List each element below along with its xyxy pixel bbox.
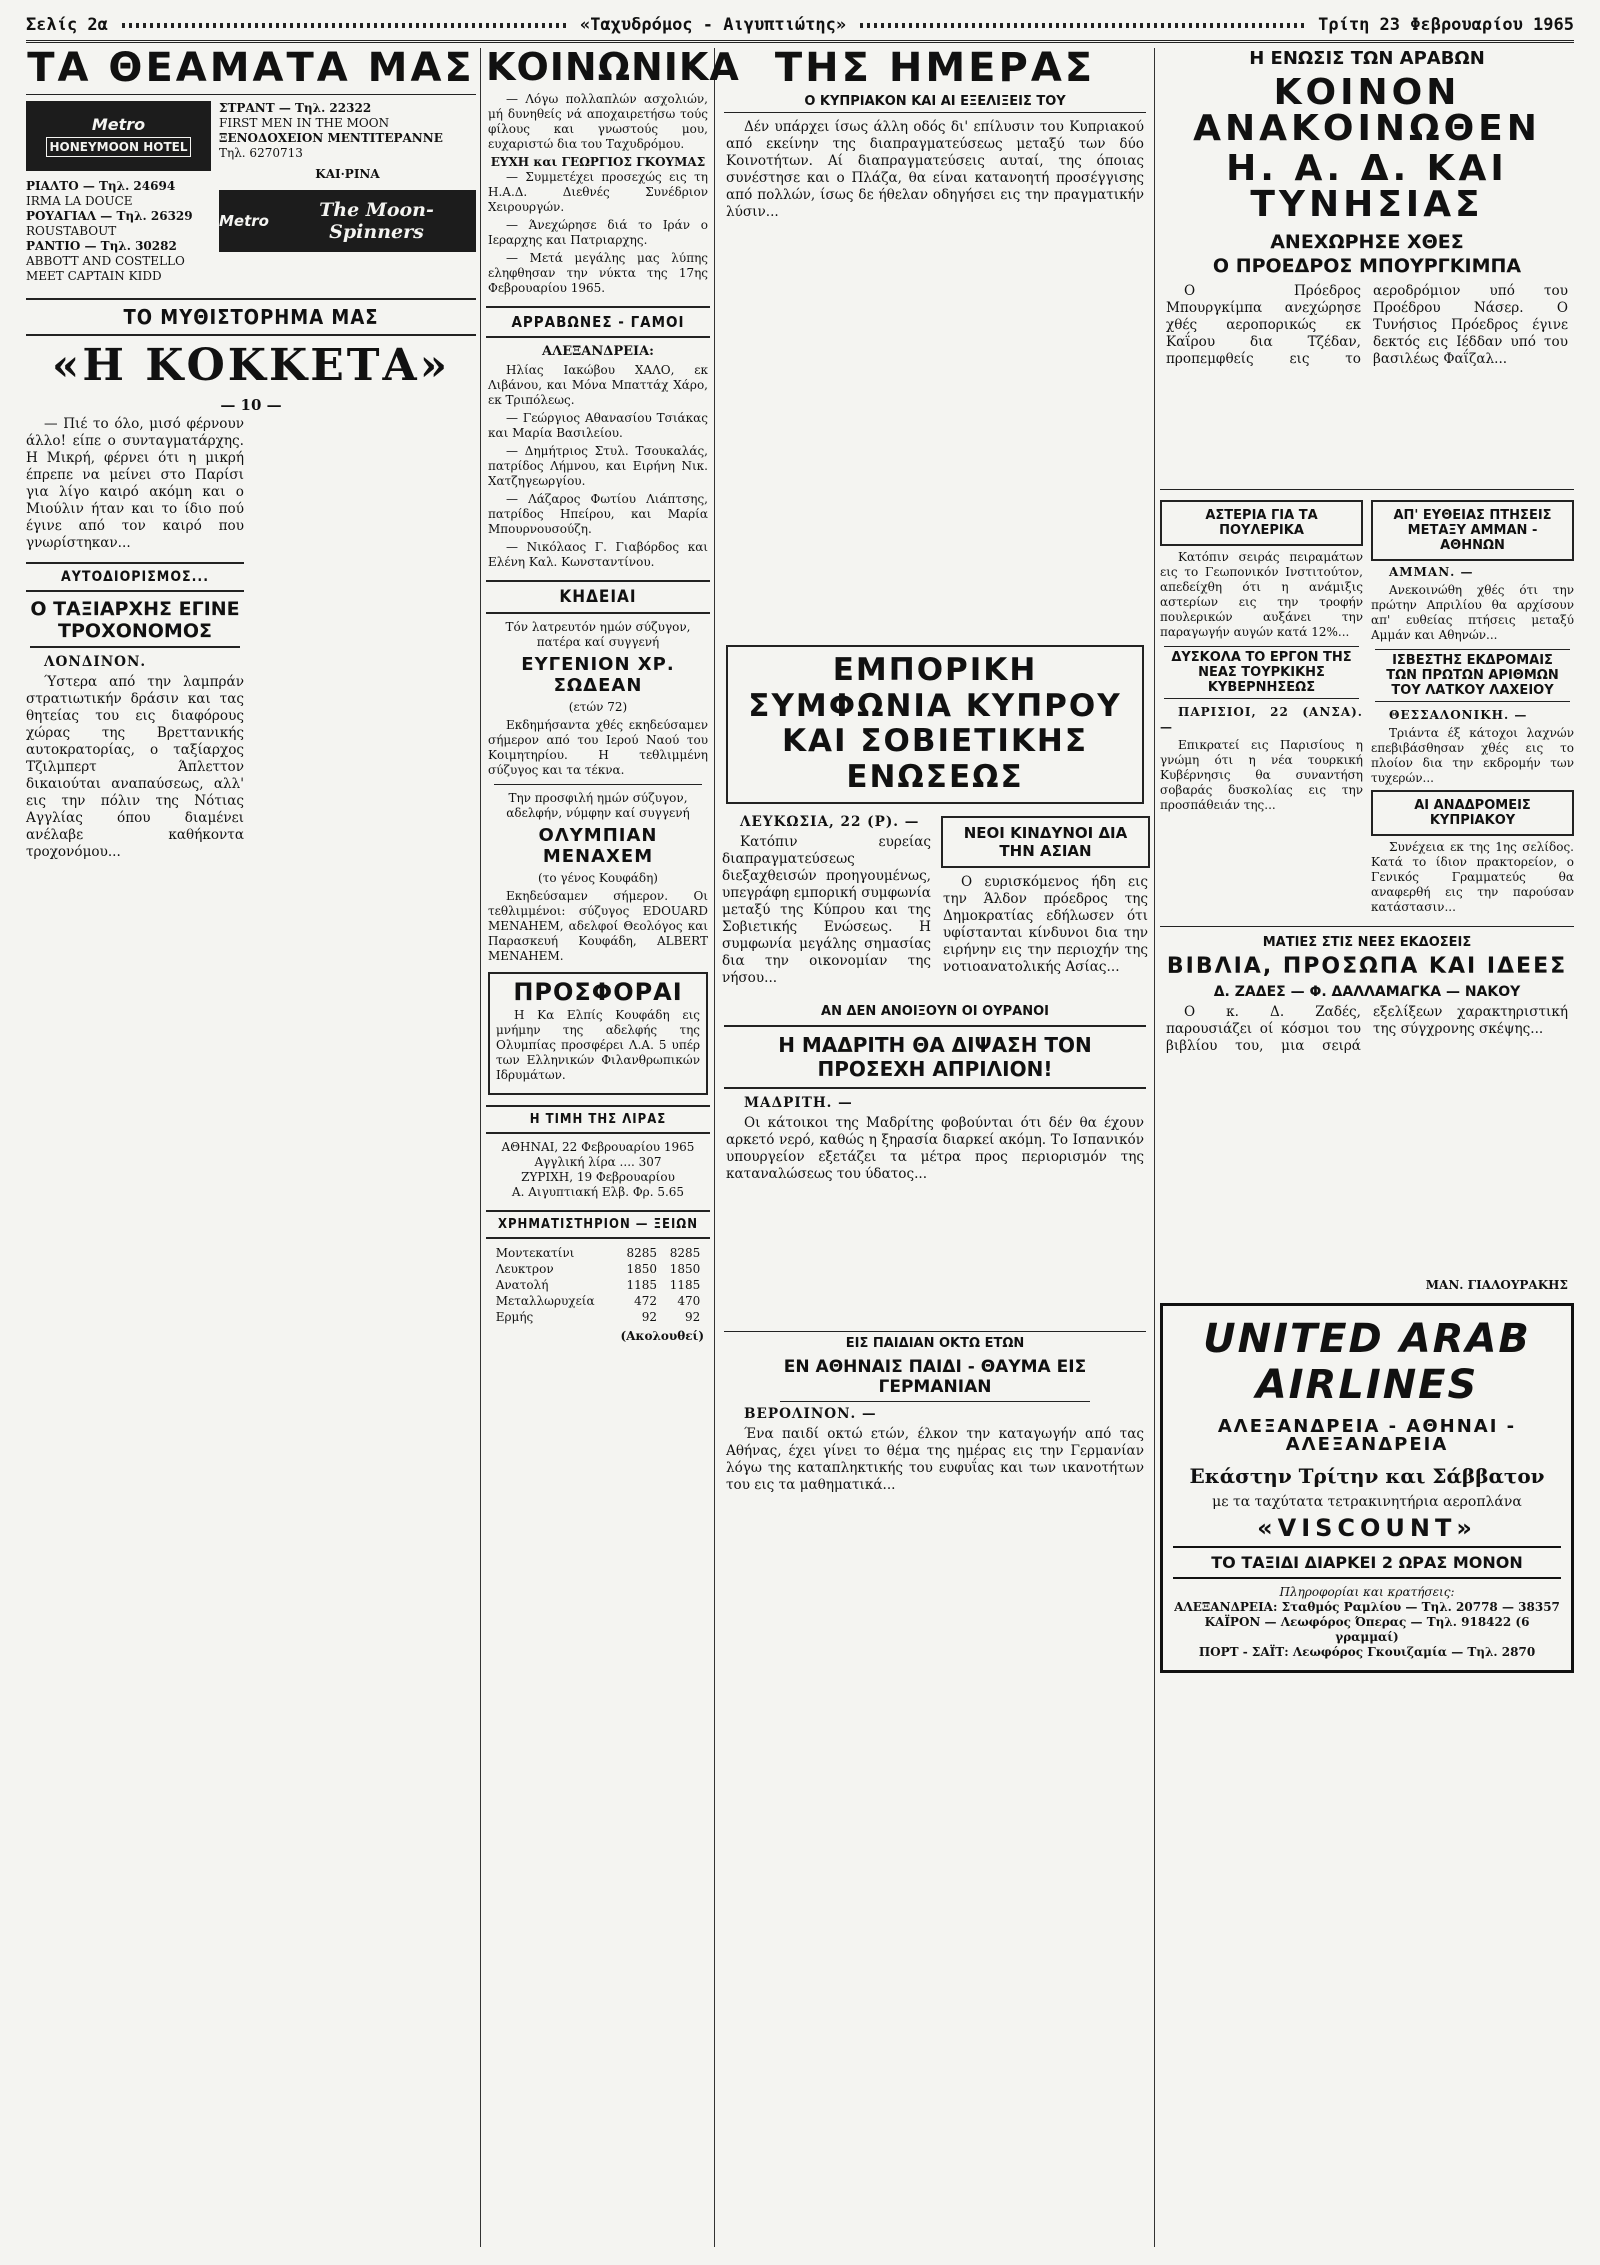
offerings-box xyxy=(488,972,708,1095)
social-signature: ΕΥΧΗ και ΓΕΩΡΓΙΟΣ ΓΚΟΥΜΑΣ xyxy=(490,155,706,169)
article-text: Κατόπιν ευρείας διαπραγματεύσεως διεξαχθεισών προηγουμένως, υπεγράφη εμπορική συμφωνία μεταξύ της Κύπρου και της Σοβιετικής Ενώσεως. Η συμφωνία μεγάλης σημασίας δια την οικονομίαν της νήσου... xyxy=(722,833,931,986)
cinema-film: IRMA LA DOUCE xyxy=(26,194,133,208)
social-item: — Άνεχώρησε διά το Ιράν ο Ιεραρχης και Πατριαρχης. xyxy=(488,218,708,247)
section-banner-social: ΚΟΙΝΩΝΙΚΑ xyxy=(486,45,740,89)
news-briefs xyxy=(1160,496,1574,918)
column-today xyxy=(720,45,1150,2249)
engagement: — Νικόλαος Γ. Γιαβόρδος και Ελένη Καλ. Κωνσταντίνου. xyxy=(488,540,708,569)
cinema-film: ABBOTT AND COSTELLO MEET CAPTAIN KIDD xyxy=(26,254,185,283)
divider xyxy=(494,784,702,785)
engagement: — Λάζαρος Φωτίου Λιάπτσης, πατρίδος Ηπείρου, και Μαρία Μπουρνουσούζη. xyxy=(488,492,708,536)
uaa-advert xyxy=(1160,1303,1574,1673)
exchange-label: Μοντεκατίνι xyxy=(495,1246,575,1260)
exchange-value-open: 92 xyxy=(641,1310,658,1324)
column-rule xyxy=(714,48,715,2247)
headline-taxiarch: Ο ΤΑΞΙΑΡΧΗΣ ΕΓΙΝΕ ΤΡΟΧΟΝΟΜΟΣ xyxy=(30,598,240,648)
uaa-contact-cairo: ΚΑΪΡΟΝ — Λεωφόρος Όπερας — Τηλ. 918422 (6 γραμμαί) xyxy=(1204,1615,1530,1644)
exchange-title: ΧΡΗΜΑΤΙΣΤΗΡΙΟΝ — ΞΕΙΩΝ xyxy=(486,1210,710,1239)
headline-asia: ΝΕΟΙ ΚΙΝΔΥΝΟΙ ΔΙΑ ΤΗΝ ΑΣΙΑΝ xyxy=(963,823,1128,860)
uaa-days: Εκάστην Τρίτην και Σάββατον xyxy=(1189,1464,1545,1488)
pound-rates xyxy=(486,1140,710,1200)
exchange-value-close: 92 xyxy=(684,1310,701,1324)
exchange-value-close: 1850 xyxy=(669,1262,701,1276)
social-item: — Συμμετέχει προσεχώς εις τη Η.Α.Δ. Διεθνές Συνέδριον Χειρουργών. xyxy=(488,170,708,214)
exchange-label: Ανατολή xyxy=(495,1278,549,1292)
funeral-name: ΕΥΓΕΝΙΟΝ ΧΡ. ΣΩΔΕΑΝ xyxy=(521,654,675,696)
trade-headline-box xyxy=(726,645,1144,804)
exchange-row xyxy=(493,1245,704,1261)
cinema-film: ROUSTABOUT xyxy=(26,224,117,238)
column-rule xyxy=(1154,48,1155,2247)
asia-headline-box xyxy=(941,816,1150,868)
books-signature: ΜΑΝ. ΓΙΑΛΟΥΡΑΚΗΣ xyxy=(1425,1278,1568,1292)
engagements-list xyxy=(488,363,708,570)
kicker-books: ΜΑΤΙΕΣ ΣΤΙΣ ΝΕΕΣ ΕΚΔΟΣΕΙΣ xyxy=(1262,935,1472,950)
exchange-row xyxy=(493,1293,704,1309)
headline-flights: ΑΠ' ΕΥΘΕΙΑΣ ΠΤΗΣΕΙΣ ΜΕΤΑΞΥ ΑΜΜΑΝ - ΑΘΗΝΩΝ xyxy=(1393,508,1552,553)
cinema-entry: ΡΙΑΛΤΟ — Τηλ. 24694 xyxy=(26,179,176,193)
issue-date: Τρίτη 23 Φεβρουαρίου 1965 xyxy=(1318,15,1574,35)
article-text: Δέν υπάρχει ίσως άλλη οδός δι' επίλυσιν του Κυπριακού από εκείνην της διαπραγματεύσεως μεταξύ των δύο Κοινοτήτων. Αί διαπραγματεύσεις αυταί, της όποιας συνέστησε και ο Πλάζα, θα είναι κατανοητή προσέγγισης από πολλών, ίσως δε ήθελαν οδηγήσει εις την πραγματικήν λύσιν... xyxy=(726,119,1144,220)
column-social xyxy=(486,45,740,2249)
article-text: Συνέχεια εκ της 1ης σελίδος. Κατά το ίδιον πρακτορείον, ο Γενικός Γραμματεύς θα αναφερθή εις την παρούσαν κατάστασιν... xyxy=(1371,840,1574,914)
serial-title: «Η ΚΟΚΚΕΤΑ» xyxy=(51,340,451,391)
cinema-entry: ΣΤΡΑΝΤ — Τηλ. 22322 xyxy=(219,101,372,115)
engagements-city: ΑΛΕΞΑΝΔΡΕΙΑ: xyxy=(542,344,654,359)
cinema-film: FIRST MEN IN THE MOON xyxy=(219,116,390,130)
funeral-name: ΟΛΥΜΠΙΑΝ ΜΕΝΑΧΕΜ xyxy=(538,825,658,867)
metro-logo: Metro xyxy=(219,212,269,230)
headline-cyprus-refs: ΑΙ ΑΝΑΔΡΟΜΕΙΣ ΚΥΠΡΙΑΚΟΥ xyxy=(1414,798,1531,828)
article-text: Κατόπιν σειράς πειραμάτων εις το Γεωπονικόν Ινστιτούτον, απεδείχθη ότι η ανάμιξις αστερίων εις την τροφήν πουλερικών αυξάνει την παραγωγήν αυγών κατά 12%... xyxy=(1160,550,1363,639)
headline-uar-tunisia: Η. Α. Δ. ΚΑΙ ΤΥΝΗΣΙΑΣ xyxy=(1226,148,1508,225)
social-notices xyxy=(488,92,708,296)
books-authors: Δ. ΖΑΔΕΣ — Φ. ΔΑΛΛΑΜΑΓΚΑ — ΝΑΚΟΥ xyxy=(1213,984,1521,1000)
dateline: ΜΑΔΡΙΤΗ. — xyxy=(744,1094,853,1111)
uaa-brand: UNITED ARAB AIRLINES xyxy=(1203,1316,1531,1408)
pound-line: Α. Αιγυπτιακή Ελβ. Φρ. 5.65 xyxy=(511,1185,685,1199)
article-text: Τριάντα έξ κάτοχοι λαχνών επεβιβάσθησαν χθές εις το πλοίον δια την εκδρομήν των τυχερών... xyxy=(1371,726,1574,785)
divider xyxy=(1160,926,1574,927)
funeral-text: Εκηδεύσαμεν σήμερον. Οι τεθλιμμένοι: σύζυγος EDOUARD MENAHEM, αδελφοί Θεολόγος και Παρασκευή Κουφάδη, ALBERT MENAHEM. xyxy=(488,889,708,963)
kicker-sky: ΑΝ ΔΕΝ ΑΝΟΙΞΟΥΝ ΟΙ ΟΥΡΑΝΟΙ xyxy=(821,1003,1049,1019)
article-text: Ύστερα από την λαμπράν στρατιωτικήν δράσιν και τας θητείας του εις διαφόρους χώρας της Βρεττανικής αυτοκρατορίας, ο ταξίαρχος Τζιλμπερτ Άπλεττον δικαιούται αναπαύσεως, αλλ' εις την πόλιν της Νότιας Αγγλίας όπου διαμένει ανέλαβε καθήκοντα τροχονόμου... xyxy=(26,674,244,860)
dateline: ΘΕΣΣΑΛΟΝΙΚΗ. — xyxy=(1389,708,1528,722)
article-text: Ο Πρόεδρος Μπουργκίμπα ανεχώρησε χθές αεροπορικώς εκ Καΐρου δια Τζέδαν, προπεμφθείς εις το αεροδρόμιον υπό του Προέδρου Νάσερ. Ο Τυνήσιος Πρόεδρος έγινε δεκτός εις Ιέδδαν υπό του βασιλέως Φαΐζαλ... xyxy=(1166,283,1568,367)
pound-title: Η ΤΙΜΗ ΤΗΣ ΛΙΡΑΣ xyxy=(486,1105,710,1134)
engagement: — Γεώργιος Αθανασίου Τσιάκας και Μαρία Βασιλείου. xyxy=(488,411,708,440)
offerings-text: Η Κα Ελπίς Κουφάδη εις μνήμην της αδελφής της Ολυμπίας προσφέρει Λ.Α. 5 υπέρ των Ελληνικών Φιλανθρωπικών Ιδρυμάτων. xyxy=(496,1008,700,1082)
social-item: — Λόγω πολλαπλών ασχολιών, μή δυνηθείς νά αποχαιρετήσω τούς φίλους και γνωστούς μου, ευχαριστώ δια του Ταχυδρόμου. xyxy=(488,92,708,151)
funeral-origin: (το γένος Κουφάδη) xyxy=(538,871,658,885)
column-arab-union xyxy=(1160,48,1574,2249)
subheadline-bourguiba: Ο ΠΡΟΕΔΡΟΣ ΜΠΟΥΡΓΚΙΜΠΑ xyxy=(1212,255,1522,277)
section-banner-theatres: ΤΑ ΘΕΑΜΑΤΑ ΜΑΣ xyxy=(27,45,475,91)
funeral-intro: Την προσφιλή ημών σύζυγον, αδελφήν, νύμφην καί συγγενή xyxy=(506,791,690,820)
dateline: ΛΕΥΚΩΣΙΑ, 22 (Ρ). — xyxy=(740,813,920,830)
offerings-title: ΠΡΟΣΦΟΡΑΙ xyxy=(513,978,683,1006)
paper-name: «Ταχυδρόμος - Αιγυπτιώτης» xyxy=(579,15,847,35)
cinema-entry: ΡΑΝΤΙΟ — Τηλ. 30282 xyxy=(26,239,177,253)
page-number: Σελίς 2α xyxy=(26,15,108,35)
continued-note: (Ακολουθεί) xyxy=(620,1329,704,1343)
metro-logo: Metro xyxy=(91,115,146,134)
masthead-rule xyxy=(122,23,566,28)
funerals-title: ΚΗΔΕΙΑΙ xyxy=(486,580,710,614)
uaa-aircraft: «VISCOUNT» xyxy=(1257,1514,1477,1542)
headline-madrid: Η ΜΑΔΡΙΤΗ ΘΑ ΔΙΨΑΣΗ ΤΟΝ ΠΡΟΣΕΧΗ ΑΠΡΙΛΙΟΝ! xyxy=(724,1025,1146,1089)
cinema-film: Τηλ. 6270713 xyxy=(219,146,303,160)
cinema-list-left xyxy=(26,179,211,284)
uaa-aircraft-line: με τα ταχύτατα τετρακινητήρια αεροπλάνα xyxy=(1212,1494,1522,1510)
masthead xyxy=(26,10,1574,43)
masthead-rule xyxy=(860,23,1304,28)
exchange-value-close: 1185 xyxy=(669,1278,701,1292)
trade-article xyxy=(720,810,1150,994)
headline-turkey: ΔΥΣΚΟΛΑ ΤΟ ΕΡΓΟΝ ΤΗΣ ΝΕΑΣ ΤΟΥΡΚΙΚΗΣ ΚΥΒΕΡΝΗΣΕΩΣ xyxy=(1164,646,1359,699)
funeral-intro: Τόν λατρευτόν ημών σύζυγον, πατέρα καί συγγενή xyxy=(505,620,691,649)
kicker-arab-union: Η ΕΝΩΣΙΣ ΤΩΝ ΑΡΑΒΩΝ xyxy=(1249,48,1485,69)
pound-line: Αγγλική λίρα .... 307 xyxy=(534,1155,662,1169)
article-text: Επικρατεί εις Παρισίους η γνώμη ότι η νέα τουρκική Κυβέρνησις θα συναντήση σοβαράς δυσκολίας εις την προσπάθειάν της... xyxy=(1160,738,1363,812)
exchange-table xyxy=(493,1245,704,1325)
exchange-label: Ερμής xyxy=(495,1310,534,1324)
uaa-info: Πληροφορίαι και κρατήσεις: xyxy=(1279,1585,1455,1599)
asteria-headline-box xyxy=(1160,500,1363,546)
cinema-entry: ΚΑΙ·ΡΙΝΑ xyxy=(315,167,380,181)
exchange-value-open: 1185 xyxy=(626,1278,658,1292)
exchange-row xyxy=(493,1309,704,1325)
headline-cyprus: Ο ΚΥΠΡΙΑΚΟΝ ΚΑΙ ΑΙ ΕΞΕΛΙΞΕΙΣ ΤΟΥ xyxy=(724,94,1146,113)
funeral-age: (ετών 72) xyxy=(568,700,628,714)
exchange-row xyxy=(493,1261,704,1277)
metro-honeymoon-ad xyxy=(26,101,211,171)
headline-books: ΒΙΒΛΙΑ, ΠΡΟΣΩΠΑ ΚΑΙ ΙΔΕΕΣ xyxy=(1166,954,1568,979)
serial-text: — Πιέ το όλο, μισό φέρνουν άλλο! είπε ο συνταγματάρχης. Η Μικρή, φέρνει ότι η μικρή έπρεπε να μείνει στο Παρίσι για λίγο καιρό ακόμη και ο Μιούλιν ήταν και το ίδιο πού έγινε από τον καιρό που γνωρίστηκαν... xyxy=(26,416,244,551)
serial-body xyxy=(26,414,476,1474)
pound-line: ΖΥΡΙΧΗ, 19 Φεβρουαρίου xyxy=(521,1170,675,1184)
uaa-contact-port-said: ΠΟΡΤ - ΣΑΪΤ: Λεωφόρος Γκουιζαμία — Τηλ. 2870 xyxy=(1198,1645,1536,1659)
uaa-route: ΑΛΕΞΑΝΔΡΕΙΑ - ΑΘΗΝΑΙ - ΑΛΕΞΑΝΔΡΕΙΑ xyxy=(1217,1416,1517,1455)
flights-headline-box xyxy=(1371,500,1574,561)
article-text: Ανεκοινώθη χθές ότι την πρώτην Απριλίου θα αρχίσουν απ' ευθείας πτήσεις μεταξύ Αμμάν και Αθηνών... xyxy=(1371,583,1574,642)
cinema-entry: ΞΕΝΟΔΟΧΕΙΟΝ ΜΕΝΤΙΤΕΡΑΝΝΕ xyxy=(219,131,443,145)
exchange-label: Λευκτρον xyxy=(495,1262,554,1276)
article-text: Ένα παιδί οκτώ ετών, έλκον την καταγωγήν από τας Αθήνας, έχει γίνει το θέμα της ημέρας εις την Γερμανίαν λόγω της καταπληκτικής του ευφυΐας και των ικανοτήτων του εις τα μαθηματικά... xyxy=(726,1425,1144,1493)
exchange-value-close: 470 xyxy=(677,1294,701,1308)
serial-section-title: ΤΟ ΜΥΘΙΣΤΟΡΗΜΑ ΜΑΣ xyxy=(26,298,476,336)
exchange-value-close: 8285 xyxy=(669,1246,701,1260)
headline-trade: ΕΜΠΟΡΙΚΗ ΣΥΜΦΩΝΙΑ ΚΥΠΡΟΥ ΚΑΙ ΣΟΒΙΕΤΙΚΗΣ ΕΝΩΣΕΩΣ xyxy=(748,652,1122,795)
column-rule xyxy=(480,48,481,2247)
ad-title: The Moon-Spinners xyxy=(319,199,434,243)
moon-spinners-ad xyxy=(219,190,476,252)
kicker-kids: ΕΙΣ ΠΑΙΔΙΑΝ ΟΚΤΩ ΕΤΩΝ xyxy=(724,1331,1146,1351)
exchange-label: Μεταλλωρυχεία xyxy=(495,1294,595,1308)
exchange-value-open: 1850 xyxy=(626,1262,658,1276)
exchange-row xyxy=(493,1277,704,1293)
section-banner-today: ΤΗΣ ΗΜΕΡΑΣ xyxy=(774,45,1096,91)
article-text: Ο κ. Δ. Ζαδές, παρουσιάζει οί κόσμοι του βιβλίου του, μια σειρά εξελίξεων χαρακτηριστική της σύγχρονης σκέψης... xyxy=(1166,1004,1568,1054)
engagement: Ηλίας Ιακώβου ΧΑΛΟ, εκ Λιβάνου, και Μόνα Μπαττάχ Χάρο, εκ Τριπόλεως. xyxy=(488,363,708,407)
article-text: Οι κάτοικοι της Μαδρίτης φοβούνται ότι δέν θα έχουν αρκετό νερό, καθώς η ξηρασία διαρκεί ακόμη. Το Ισπανικόν υπουργείον εξετάζει τα μέτρα προς περιορισμόν της καταναλώσεως του ύδατος... xyxy=(726,1114,1144,1182)
uaa-contact-alex: ΑΛΕΞΑΝΔΡΕΙΑ: Σταθμός Ραμλίου — Τηλ. 20778 — 38357 xyxy=(1174,1600,1560,1614)
divider xyxy=(26,94,476,95)
serial-chapter: — 10 — xyxy=(220,396,282,414)
cinema-listings xyxy=(26,101,476,284)
engagement: — Δημήτριος Στυλ. Τσουκαλάς, πατρίδος Λήμνου, και Ειρήνη Νικ. Χατζηγεωργίου. xyxy=(488,444,708,488)
column-entertainment xyxy=(26,45,476,2249)
dateline: ΠΑΡΙΣΙΟΙ, 22 (ΑΝΣΑ). — xyxy=(1160,705,1363,734)
funeral-text: Εκδημήσαντα χθές εκηδεύσαμεν σήμερον από του Ιερού Ναού του Κοιμητηρίου. Η τεθλιμμένη σύζυγος και τα τέκνα. xyxy=(488,718,708,777)
subheadline-departed: ΑΝΕΧΩΡΗΣΕ ΧΘΕΣ xyxy=(1270,231,1464,253)
ad-title: HONEYMOON HOTEL xyxy=(46,137,190,157)
exchange-value-open: 8285 xyxy=(626,1246,658,1260)
cyprus-refs-box xyxy=(1371,790,1574,836)
headline-communique: ΚΟΙΝΟΝ ΑΝΑΚΟΙΝΩΘΕΝ xyxy=(1193,72,1541,149)
article-text: Ο ευρισκόμενος ήδη εις την Άλδον πρόεδρος της Δημοκρατίας εδήλωσεν ότι υφίστανται κίνδυνοι δια την ειρήνην εις την περιοχήν της νοτιοανατολικής Ασίας... xyxy=(943,873,1148,975)
headline-lottery-trip: ΙΣΒΕΣΤΗΣ ΕΚΔΡΟΜΑΙΣ ΤΩΝ ΠΡΩΤΩΝ ΑΡΙΘΜΩΝ ΤΟΥ ΛΑΤΚΟΥ ΛΑΧΕΙΟΥ xyxy=(1375,649,1570,702)
social-item: — Μετά μεγάλης μας λύπης εληφθησαν την νύκτα της 17ης Φεβρουαρίου 1965. xyxy=(488,251,708,295)
engagements-title: ΑΡΡΑΒΩΝΕΣ - ΓΑΜΟΙ xyxy=(486,306,710,338)
dateline: ΛΟΝΔΙΝΟΝ. xyxy=(44,654,147,670)
dateline: ΒΕΡΟΛΙΝΟΝ. — xyxy=(744,1405,877,1422)
divider xyxy=(1160,489,1574,490)
dateline: ΑΜΜΑΝ. — xyxy=(1389,565,1474,579)
headline-asteria: ΑΣΤΕΡΙΑ ΓΙΑ ΤΑ ΠΟΥΛΕΡΙΚΑ xyxy=(1205,508,1318,538)
exchange-value-open: 472 xyxy=(634,1294,658,1308)
pound-line: ΑΘΗΝΑΙ, 22 Φεβρουαρίου 1965 xyxy=(501,1140,695,1154)
uaa-duration: ΤΟ ΤΑΞΙΔΙ ΔΙΑΡΚΕΙ 2 ΩΡΑΣ ΜΟΝΟΝ xyxy=(1173,1546,1561,1579)
cinema-list-right xyxy=(219,101,476,182)
cinema-entry: ΡΟΥΑΓΙΑΛ — Τηλ. 26329 xyxy=(26,209,193,223)
headline-kids: ΕΝ ΑΘΗΝΑΙΣ ΠΑΙΔΙ - ΘΑΥΜΑ ΕΙΣ ΓΕΡΜΑΝΙΑΝ xyxy=(780,1357,1090,1402)
section-auto: ΑΥΤΟΔΙΟΡΙΣΜΟΣ... xyxy=(26,562,244,592)
